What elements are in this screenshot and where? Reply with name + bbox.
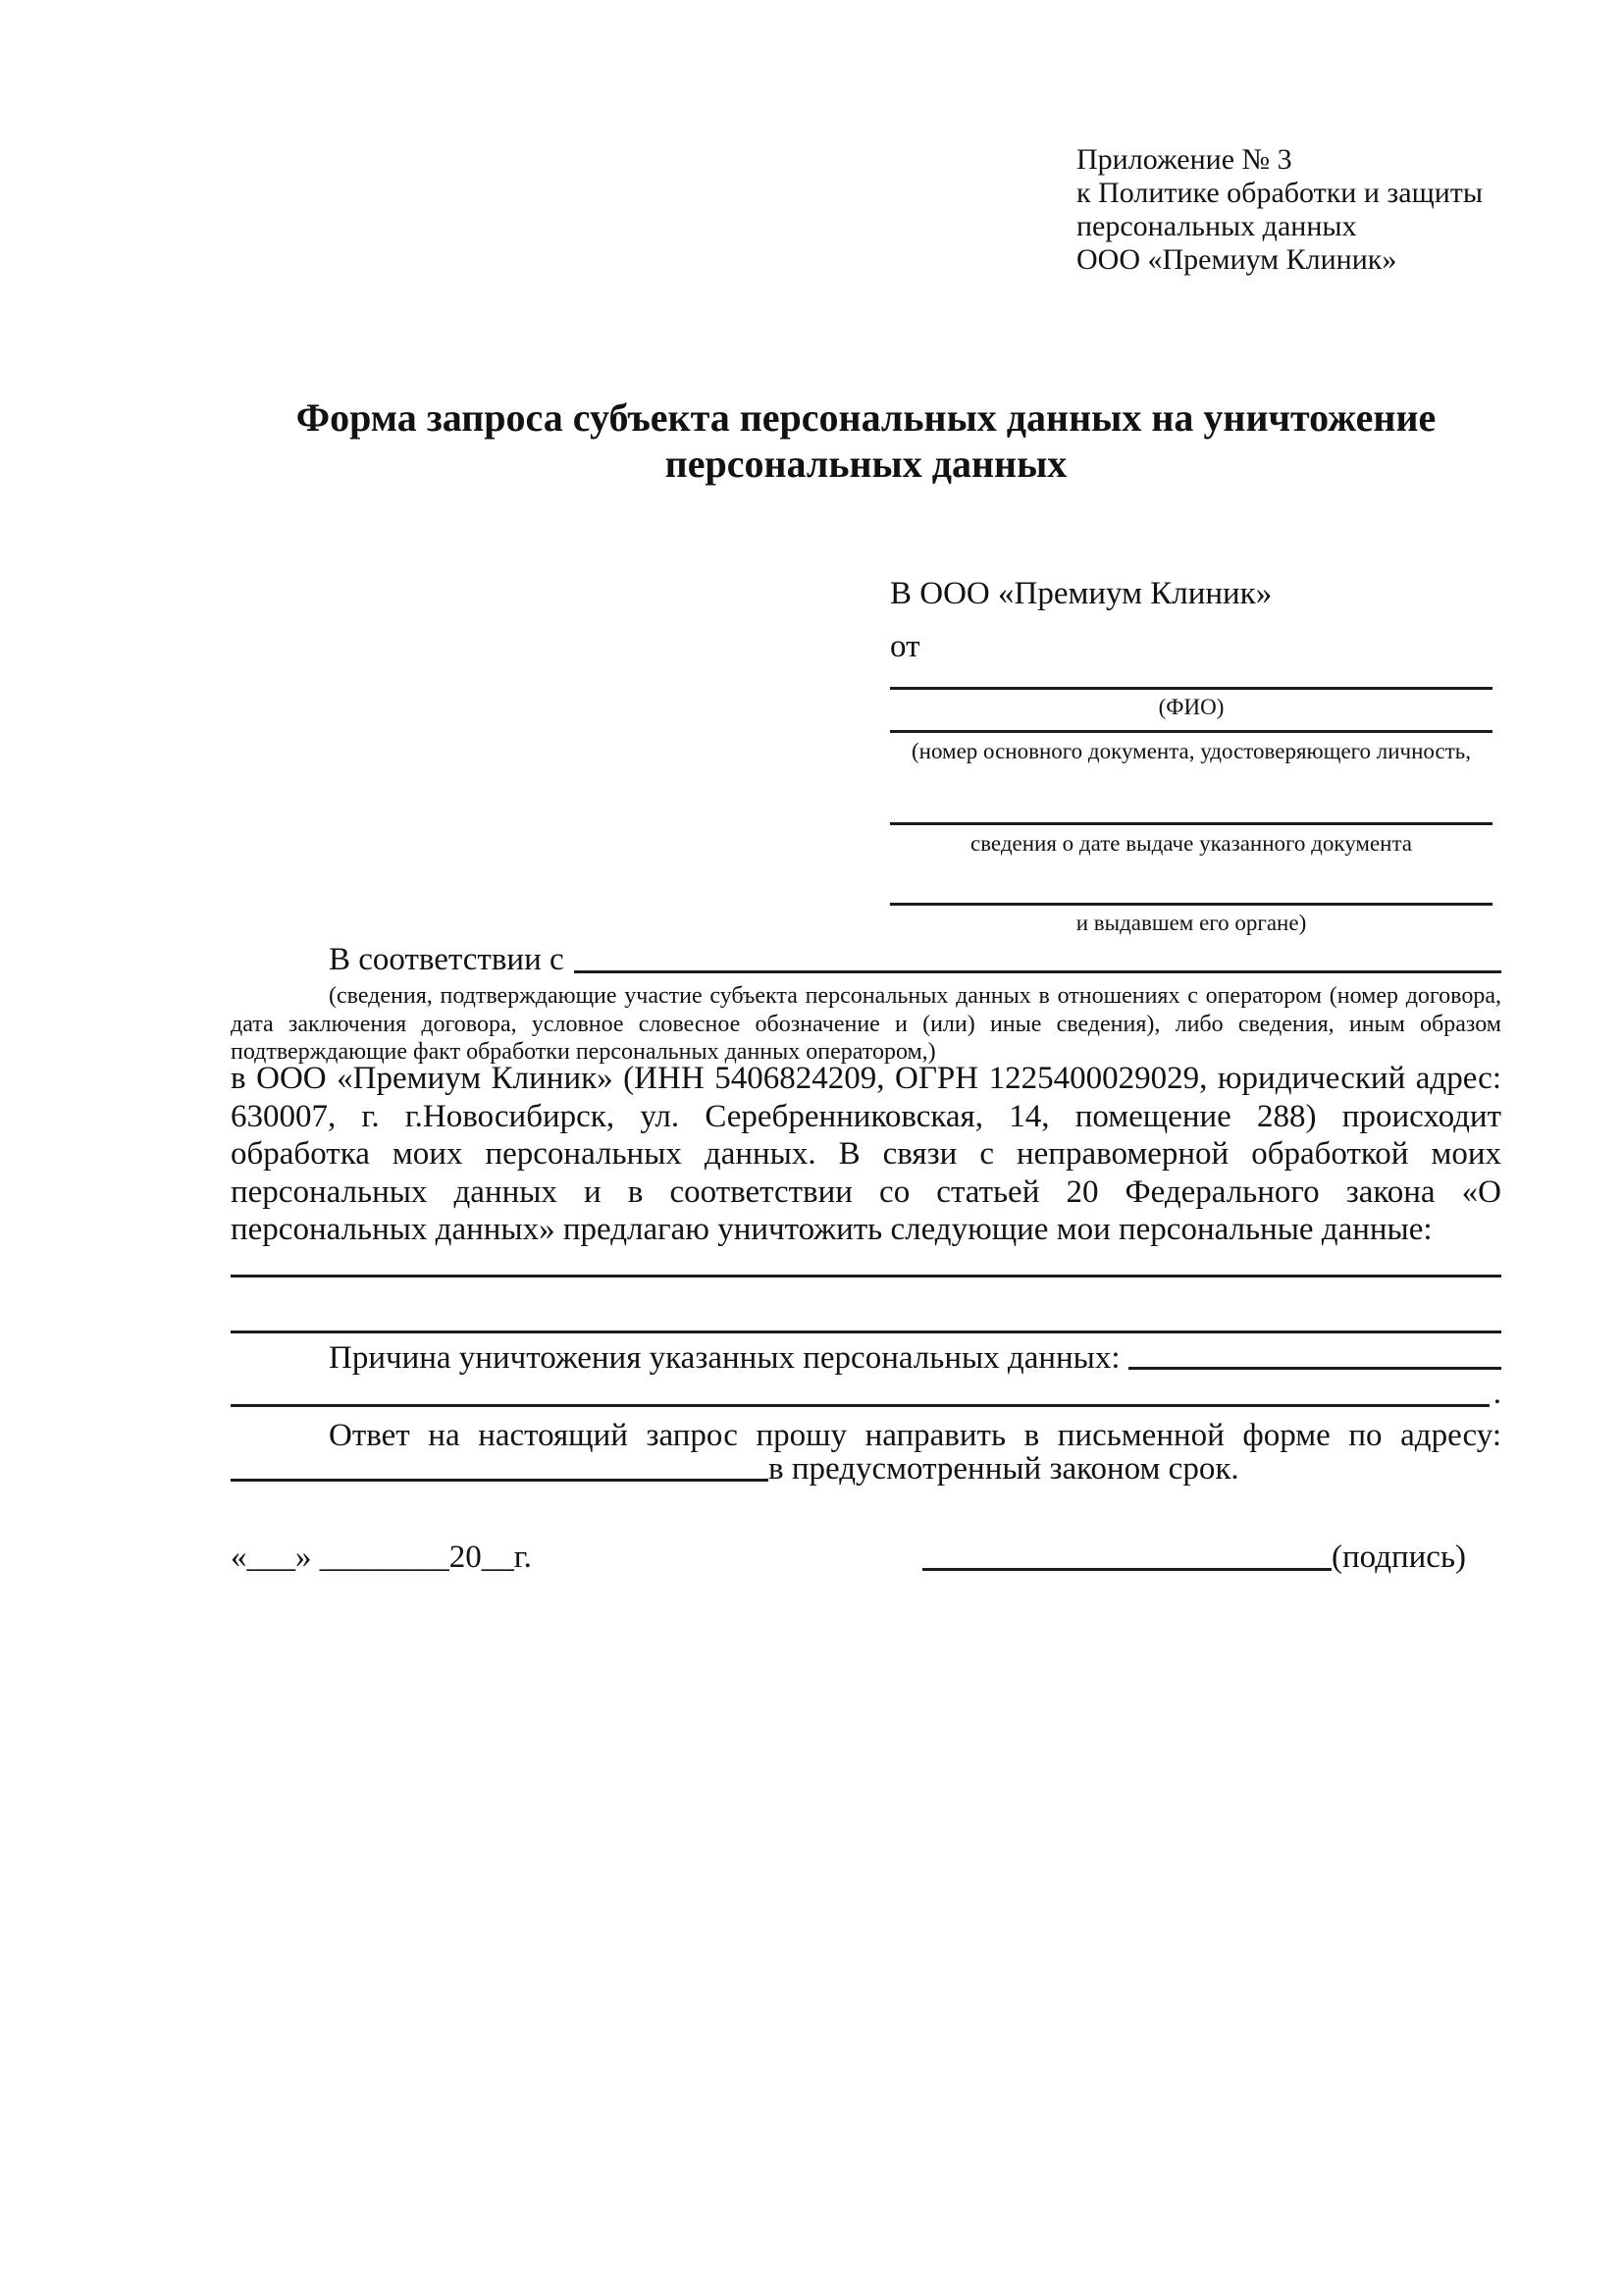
accordance-blank-line[interactable] [574,970,1501,973]
date-signature-row [231,1539,1501,1576]
id-doc-blank-line[interactable] [890,730,1492,733]
signature-group [922,1539,1466,1576]
appendix-block [1076,143,1483,277]
details-blank-line-1[interactable] [231,1275,1501,1278]
body-paragraph: в ООО «Премиум Клиник» (ИНН 5406824209, ОГРН 1225400029029, юридический адрес: 630007, г. г.Новосибирск, ул. Серебренниковская, 14, помещение 288) происходит обработка моих персональных данных. В связи с неправомерной обработкой моих персональных данных и в соответствии со статьей 20 Федерального закона «О персональных данных» предлагаю уничтожить следующие мои персональные данные: [231,1061,1501,1247]
fio-caption: (ФИО) [1158,695,1225,719]
signature-caption: (подпись) [1332,1539,1466,1575]
addressee-from: от [890,629,920,664]
line-period: . [1492,1376,1501,1411]
response-request-text: Ответ на настоящий запрос прошу направить в письменной форме по адресу: [329,1418,1501,1453]
signature-blank-line[interactable] [922,1568,1332,1571]
date-placeholder[interactable]: «___» ________20__г. [231,1539,532,1575]
document-title: Форма запроса субъекта персональных данных на уничтожение персональных данных [295,395,1437,486]
response-tail-text: в предусмотренный законом срок. [768,1451,1239,1487]
appendix-line: к Политике обработки и защиты [1076,177,1484,209]
reason-continuation-blank-line[interactable] [231,1404,1490,1407]
appendix-line: ООО «Премиум Клиник» [1076,243,1397,276]
issue-date-blank-line[interactable] [890,822,1492,825]
reason-continuation-row [231,1376,1501,1411]
accordance-note: (сведения, подтверждающие участие субъекта персональных данных в отношениях с оператором (номер договора, дата заключения договора, условное словесное обозначение и (или) иные сведения), либо сведения, иным образом подтверждающие факт обработки персональных данных оператором,) [231,983,1501,1065]
reason-label: Причина уничтожения указанных персональных данных: [329,1340,1121,1376]
id-doc-caption: (номер основного документа, удостоверяющего личность, [911,739,1471,763]
response-tail-row [231,1452,1501,1486]
fio-blank-line[interactable] [890,687,1492,690]
accordance-lead: В соответствии с [329,942,564,977]
issue-date-caption: сведения о дате выдаче указанного документа [969,831,1413,856]
issue-authority-blank-line[interactable] [890,903,1492,906]
appendix-line: Приложение № 3 [1076,143,1292,176]
reason-blank-line[interactable] [1128,1367,1501,1370]
accordance-row [231,940,1501,979]
addressee-to: В ООО «Премиум Клиник» [890,576,1273,611]
reason-row [231,1340,1501,1376]
appendix-line: персональных данных [1076,210,1357,242]
issue-authority-caption: и выдавшем его органе) [1075,911,1307,935]
address-blank-line[interactable] [231,1479,768,1482]
details-blank-line-2[interactable] [231,1331,1501,1333]
